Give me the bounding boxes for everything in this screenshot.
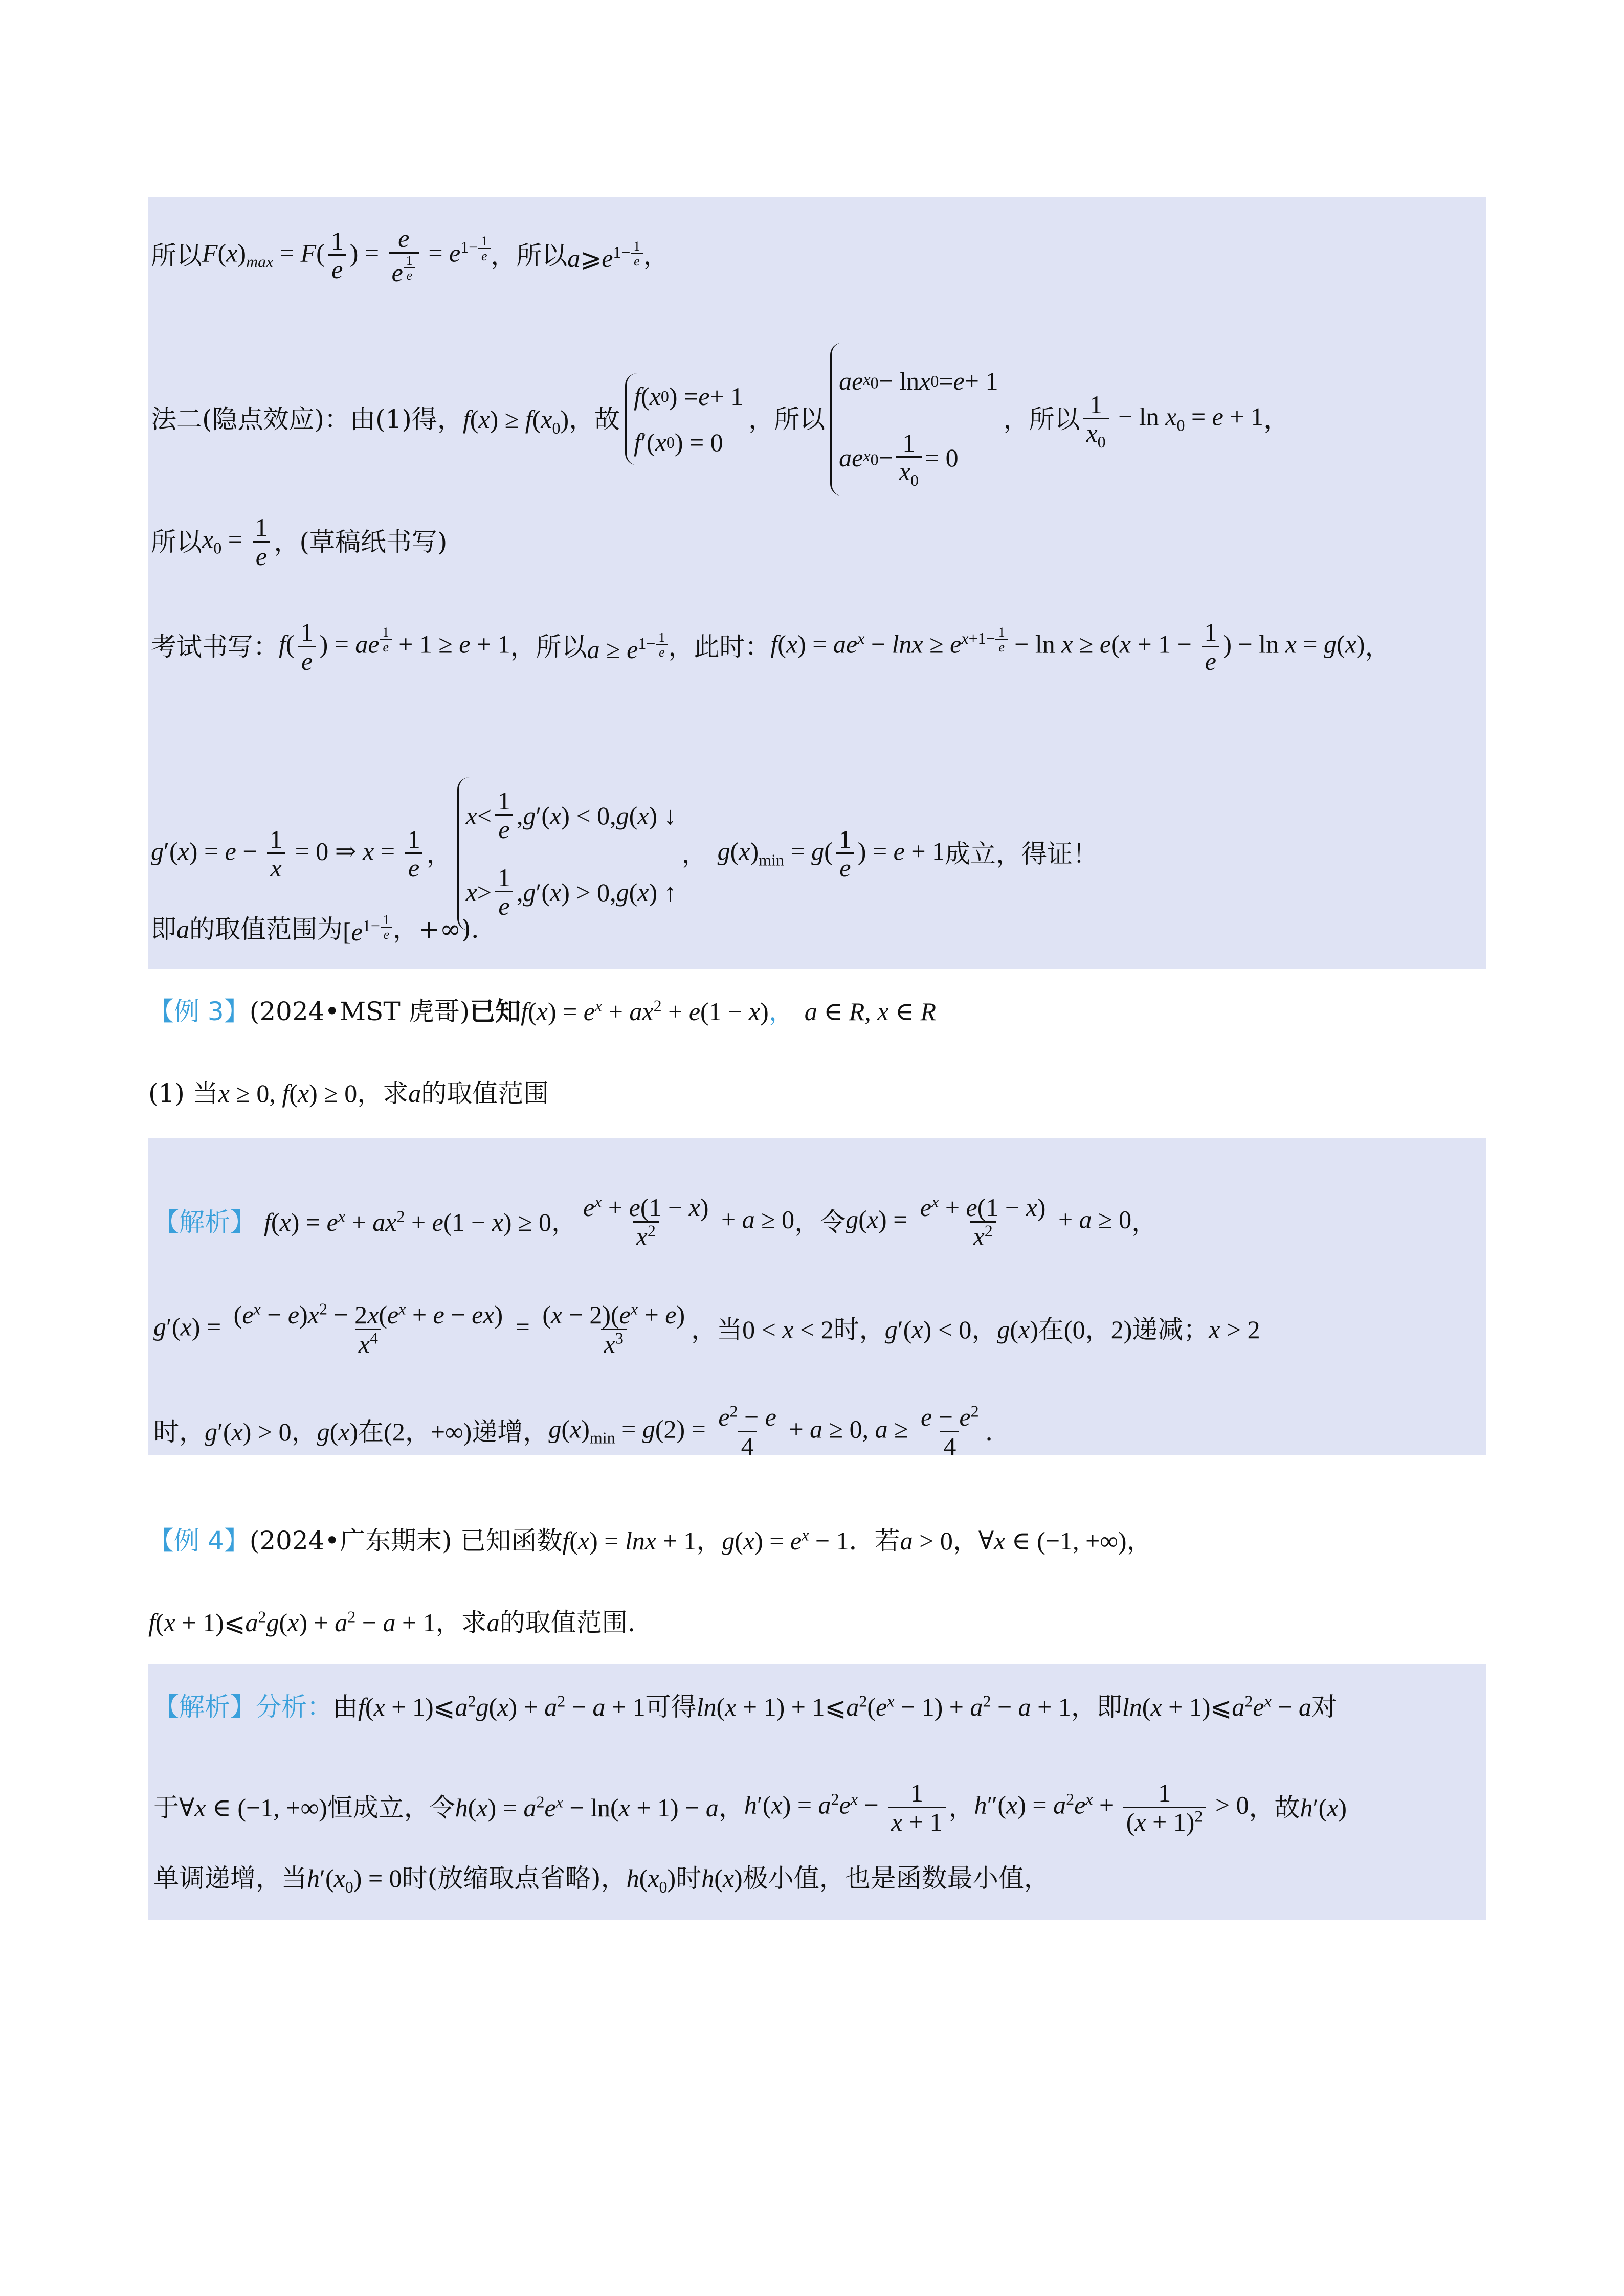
- box1-line-6: 即 a 的取值范围为 [$e^{1- \frac{1}{e}}$ ，+∞)．: [151, 912, 497, 946]
- box1-line-1: 所以 $F(x)_{max} = F$( $\frac{1}{e}$ ) = e e $^{\frac{1}{e}}$ = $e^{1- \frac{1}{e}}$ ，所以 $a⩾e^{1- \frac{1}{e}}$ ，: [151, 224, 669, 287]
- formula: h(x): [701, 1864, 743, 1893]
- formula: $f(x) \ge f(x_0)$: [462, 405, 569, 437]
- formula: f(x) = lnx + 1: [562, 1526, 697, 1555]
- box2-line-3: 时， g′(x) > 0 ， g(x) 在 (2，+∞) 递增， $g(x)_{min} = g(2)$ = $\frac{e^2 - e}{4}$ + a ≥ 0, a ≥ $\frac{e - e^2}{4}$ .: [153, 1402, 993, 1460]
- example-4-condition: $f(x + 1)⩽a^2g(x) + a^2 - a + 1$ ，求 a 的取值范围.: [148, 1607, 636, 1637]
- example-3-question-1: (1) 当 x ≥ 0, f(x) ≥ 0 ，求 a 的取值范围: [148, 1078, 549, 1108]
- formula: $f(x + 1)⩽a^2g(x) + a^2 - a + 1$: [358, 1692, 646, 1721]
- formula: $f(x) = e^x + ax^2 + e(1 - x) \ge 0$: [264, 1207, 551, 1237]
- formula: $h'(x_0) = 0$: [307, 1864, 402, 1896]
- formula: $g(x)_{min} = g$( $\frac{1}{e}$ ) = e + 1: [717, 824, 945, 883]
- formula: h′(x): [1300, 1793, 1347, 1822]
- cases-brace: x < $\frac{1}{e}$ , g ′( x ) < 0, g ( x ) ↓ x > $\frac{1}{e}$ , g ′( x ) > 0, g ( x ) ↑: [457, 777, 677, 931]
- formula: $x_0$ = $\frac{1}{e}$: [202, 514, 274, 571]
- box3-line-1: 【解析】 分析： 由 $f(x + 1)⩽a^2g(x) + a^2 - a + 1$ 可得 $\ln(x + 1) + 1⩽a^2(e^x - 1) + a^2 - a + 1$ ，即 $\ln(x + 1)⩽a^2e^x - a$ 对: [153, 1692, 1337, 1722]
- cases-brace: ae $x_0$ − ln x 0 = e + 1 ae $x_0$ − $\frac{1}{x_0}$ = 0: [830, 343, 998, 496]
- box1-line-4: 考试书写： f( $\frac{1}{e}$ ) = ae $^{\frac{1}{e}}$ + 1 ≥ e + 1 ，所以 $a \ge e^{1- \frac{1}{e}}$ ，此时： $f(x) = ae^x - \ln x \ge e^{x+1- \frac{1}{e}}$ − ln x ≥ e(x + 1 − $\frac{1}{e}$ ) − ln x = g(x) ，: [151, 618, 1391, 676]
- formula: ∀x ∈ (−1, +∞): [179, 1793, 327, 1822]
- formula: g′(x) > 0: [205, 1417, 292, 1447]
- formula: g′(x) < 0: [884, 1315, 972, 1344]
- formula: (2，+∞): [384, 1417, 472, 1447]
- formula: $f(x) = ae^x - \ln x \ge e^{x+1- \frac{1}{e}}$ − ln x ≥ e(x + 1 − $\frac{1}{e}$ ) − ln x = g(x): [770, 618, 1365, 676]
- formula: $g(x) = e^x - 1$: [722, 1525, 849, 1555]
- formula: $h(x_0)$: [626, 1864, 676, 1896]
- formula: a > 0: [900, 1526, 953, 1555]
- formula: f( $\frac{1}{e}$ ) = ae $^{\frac{1}{e}}$ + 1 ≥ e + 1: [279, 618, 510, 676]
- formula: [$e^{1- \frac{1}{e}}$: [343, 913, 393, 946]
- formula: ∀x ∈ (−1, +∞): [978, 1526, 1127, 1555]
- example-3-header: 【例 3】 (2024•MST 虎哥) 已知 $f(x) = e^x + ax^2 + e(1 - x)$ ， a ∈ R, x ∈ R: [148, 996, 937, 1026]
- formula: $h(x) = a^2e^x - \ln(x + 1) - a$: [455, 1792, 719, 1822]
- formula: $g(x)_{min} = g(2)$ = $\frac{e^2 - e}{4}$ + a ≥ 0, a ≥ $\frac{e - e^2}{4}$: [548, 1402, 979, 1460]
- example-4-header: 【例 4】 (2024•广东期末) 已知函数 f(x) = lnx + 1 ， $g(x) = e^x - 1$ ．若 a > 0 ， ∀x ∈ (−1, +∞) ，: [148, 1525, 1152, 1556]
- formula: $f(x) = e^x + ax^2 + e(1 - x)$: [521, 996, 769, 1026]
- box1-line-2: 法二(隐点效应)：由(1)得， $f(x) \ge f(x_0)$ ，故 f ( x 0 ) = e + 1 f ′( x 0 ) = 0 ，所以 ae $x_0$ − ln x 0 = e + 1 ae $x_0$ − $\frac{1}{x_0}$ = 0 ，所以 $\frac{1}{x_0}$ − $\ln x_0 = e + 1$ ，: [151, 343, 1289, 496]
- formula: $h''(x) = a^2e^x$ + $\frac{1}{(x + 1)^2}$ > 0: [974, 1779, 1249, 1836]
- solution-box-2: [148, 1138, 1486, 1460]
- formula: a ∈ R, x ∈ R: [804, 997, 937, 1026]
- formula: $\ln(x + 1) + 1⩽a^2(e^x - 1) + a^2 - a + 1$: [696, 1692, 1071, 1721]
- box1-line-5: g′(x) = e − $\frac{1}{x}$ = 0 ⇒ x = $\frac{1}{e}$ ， x < $\frac{1}{e}$ , g ′( x ) < 0, g ( x ) ↓ x > $\frac{1}{e}$ , g ′( x ) > 0, g ( x ) ↑ ， $g(x)_{min} = g$( $\frac{1}{e}$ ) = e + 1 成立，得证！: [151, 777, 1098, 931]
- formula: g′(x) = $\frac{(e^x - e)x^2 - 2x(e^x + e - ex)}{x^4}$ = $\frac{(x - 2)(e^x + e)}{x^3}$: [153, 1299, 685, 1358]
- formula: $a⩾e^{1- \frac{1}{e}}$: [567, 239, 643, 273]
- solution-box-3: [148, 1664, 1486, 1920]
- box3-line-2: 于 ∀x ∈ (−1, +∞) 恒成立，令 $h(x) = a^2e^x - \ln(x + 1) - a$ ， $h'(x) = a^2e^x$ − $\frac{1}{x + 1}$ ， $h''(x) = a^2e^x$ + $\frac{1}{(x + 1)^2}$ > 0 ，故 h′(x): [153, 1779, 1347, 1836]
- formula: $F(x)_{max} = F$( $\frac{1}{e}$ ) = e e $^{\frac{1}{e}}$ = $e^{1- \frac{1}{e}}$: [202, 225, 491, 286]
- formula: g(x): [317, 1417, 359, 1447]
- solution-box-1: [148, 197, 1486, 969]
- formula: g(x): [997, 1315, 1038, 1344]
- formula: x ≥ 0, f(x) ≥ 0: [218, 1079, 358, 1108]
- box2-line-2: g′(x) = $\frac{(e^x - e)x^2 - 2x(e^x + e - ex)}{x^4}$ = $\frac{(x - 2)(e^x + e)}{x^3}$ ，当 0 < x < 2 时， g′(x) < 0 ， g(x) 在 (0，2) 递减； x > 2: [153, 1299, 1260, 1358]
- formula: $h'(x) = a^2e^x$ − $\frac{1}{x + 1}$: [744, 1780, 949, 1836]
- formula: 0 < x < 2: [742, 1315, 834, 1344]
- formula: (0，2): [1063, 1315, 1132, 1344]
- formula: $f(x + 1)⩽a^2g(x) + a^2 - a + 1$: [148, 1607, 436, 1637]
- box1-line-3: 所以 $x_0$ = $\frac{1}{e}$ ，(草稿纸书写): [151, 513, 448, 571]
- formula: g′(x) = e − $\frac{1}{x}$ = 0 ⇒ x = $\frac{1}{e}$: [151, 826, 427, 883]
- formula: $a \ge e^{1- \frac{1}{e}}$: [587, 631, 669, 664]
- formula: $\frac{1}{x_0}$ − $\ln x_0 = e + 1$: [1080, 391, 1263, 448]
- box2-line-1: 【解析】 $f(x) = e^x + ax^2 + e(1 - x) \ge 0$ ， $\frac{e^x + e(1 - x)}{x^2}$ + a ≥ 0 ，令 g(x) = $\frac{e^x + e(1 - x)}{x^2}$ + a ≥ 0 ，: [153, 1192, 1158, 1251]
- formula: g(x) = $\frac{e^x + e(1 - x)}{x^2}$ + a ≥ 0: [846, 1192, 1132, 1251]
- cases-brace: f ( x 0 ) = e + 1 f ′( x 0 ) = 0: [625, 373, 743, 465]
- formula: $\frac{e^x + e(1 - x)}{x^2}$ + a ≥ 0: [583, 1192, 795, 1251]
- formula: $\ln(x + 1)⩽a^2e^x - a$: [1122, 1692, 1311, 1721]
- formula: x > 2: [1209, 1315, 1260, 1344]
- box3-line-3: 单调递增，当 $h'(x_0) = 0$ 时(放缩取点省略)， $h(x_0)$ 时 h(x) 极小值，也是函数最小值，: [153, 1863, 1050, 1896]
